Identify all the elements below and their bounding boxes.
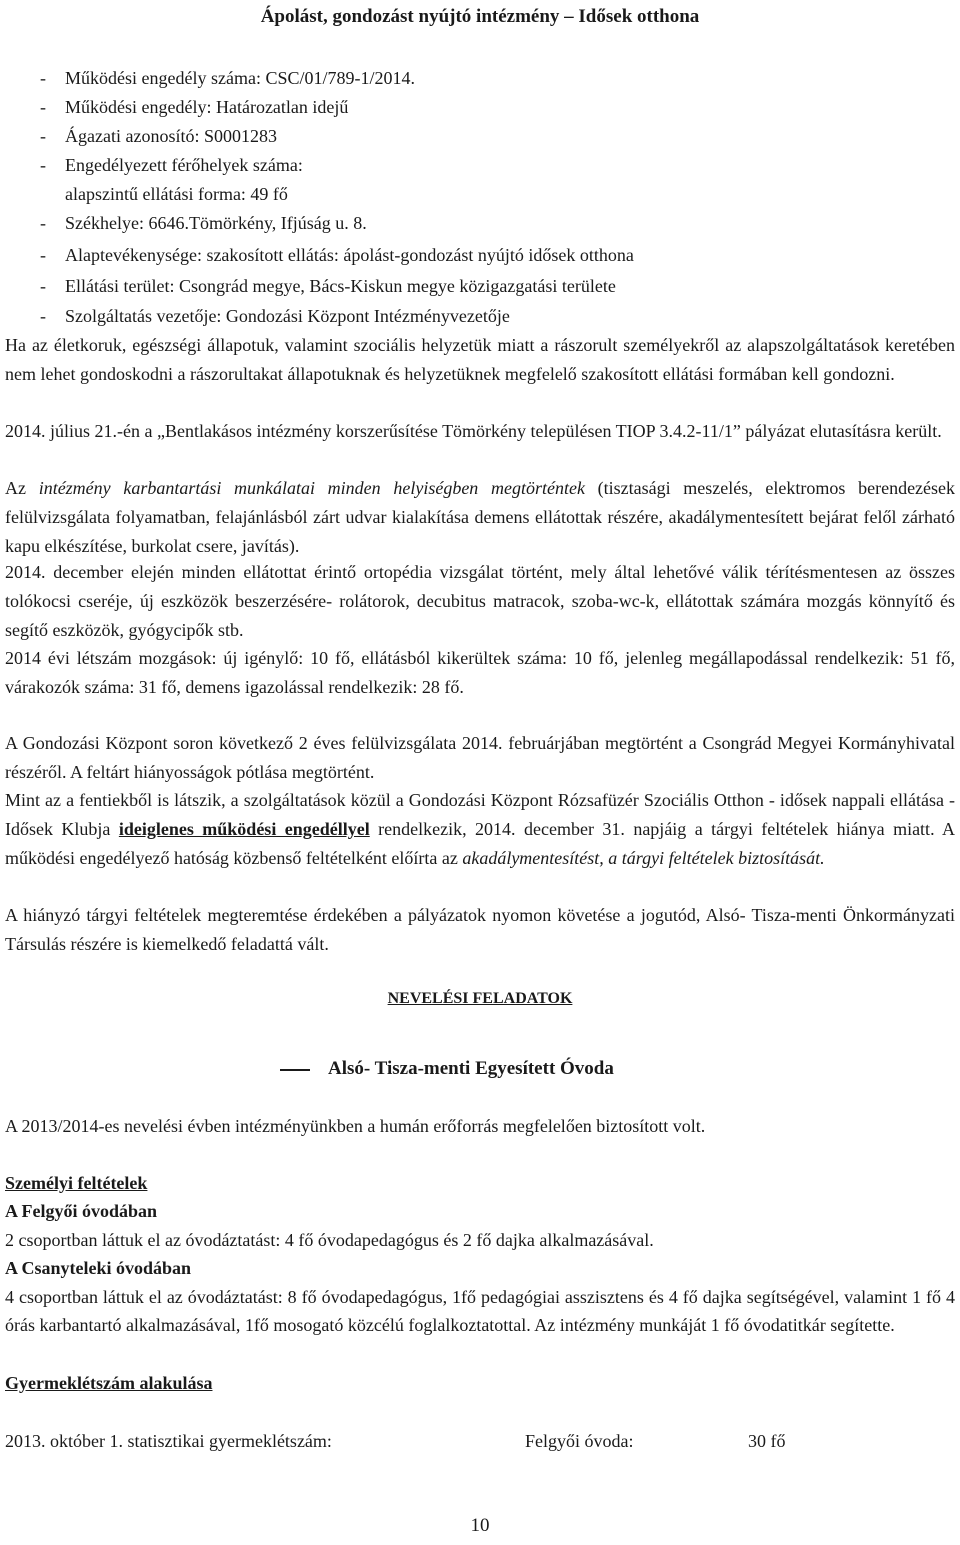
stat-count: 30 fő [748,1431,786,1451]
paragraph-karbantartas: Az intézmény karbantartási munkálatai minden helyiségben megtörténtek (tisztasági meszelés, elektromos berendezések felülvizsgálata folyamatban, felajánlásból zárt udvar kialakítása demens ellátottak részére, akadálymentesített bejárat felől zárható kapu elkészítése, burkolat csere, javítás). [5,478,956,556]
paragraph-ortopedia: 2014. december elején minden ellátottat érintő ortopédia vizsgálat történt, mely által lehetővé válik térítésmentesen az összes tolókocsi cseréje, új eszközök beszerzésére- rolátorok, decubitus matracok, szoba-wc-k, ellátottak számára mozgás könnyítő és segítő eszközök, gyógycipők stb. [5,562,955,640]
ovoda-intro: A 2013/2014-es nevelési évben intézményünkben a humán erőforrás megfelelően biztosított volt. [5,1116,706,1136]
section-title: Ápolást, gondozást nyújtó intézmény – Idősek otthona [260,6,700,27]
paragraph-hianyzo: A hiányzó tárgyi feltételek megteremtése érdekében a pályázatok nyomon követése a jogutód, Alsó- Tisza-menti Önkormányzati Társulás részére is kiemelkedő feladattá vált. [5,905,955,954]
felgyo-heading: A Felgyői óvodában [5,1201,158,1221]
dash-mark [280,1069,310,1071]
paragraph-palyazat: 2014. július 21.-én a „Bentlakásos intézmény korszerűsítése Tömörkény településen TIOP 3.4.2-11/1” pályázat elutasításra került. [5,421,942,441]
gyermeklet-heading: Gyermeklétszám alakulása [5,1373,213,1393]
paragraph-letszam: 2014 évi létszám mozgások: új igénylő: 10 fő, ellátásból kikerültek száma: 10 fő, jelenleg megállapodással rendelkezik: 51 fő, várakozók száma: 31 fő, demens igazolással rendelkezik: 28 fő. [5,648,955,697]
szemelyi-heading: Személyi feltételek [5,1173,148,1193]
felgyo-text: 2 csoportban láttuk el az óvodáztatást: 4 fő óvodapedagógus és 2 fő dajka alkalmazásával. [5,1230,654,1250]
csanytelek-heading: A Csanyteleki óvodában [5,1258,192,1278]
paragraph-felulvizsgalat: A Gondozási Központ soron következő 2 éves felülvizsgálata 2014. februárjában megtörtént a Csongrád Megyei Kormányhivatal részéről. A feltárt hiányosságok pótlása megtörtént. [5,733,955,782]
page-number: 10 [470,1515,490,1536]
nevelesi-heading: NEVELÉSI FELADATOK [387,990,573,1007]
document-page: Ápolást, gondozást nyújtó intézmény – Idősek otthona - Működési engedély száma: CSC/01/789-1/2014. - Működési engedély: Határozatlan idejű - Ágazati azonosító: S0001283 - Engedélyezett férőhelyek száma: alapszintű ellátási forma: 49 fő - Székhelye: 6646.Tömörkény, Ifjúság u. 8. - Alaptevékenysége: szakosított ellátás: ápolást-gondozást nyújtó idősek otthona - Ellátási terület: Csongrád megye, Bács-Kiskun megye közigazgatási területe - Szolgáltatás vezetője: Gondozási Központ Intézményvezetője Ha az életkoruk, egészségi állapotuk, valamint szociális helyzetük miatt a rászorult személyekről az alapszolgáltatások keretében nem lehet gondoskodni a rászorultakat állapotuknak és helyzetüknek megfelelő szakosított ellátási formában kell gondozni. 2014. július 21.-én a „Bentlakásos intézmény korszerűsítése Tömörkény településen TIOP 3.4.2-11/1” pályázat elutasításra került. Az intézmény karbantartási munkálatai minden helyiségben megtörténtek (tisztasági meszelés, elektromos berendezések felülvizsgálata folyamatban, felajánlásból zárt udvar kialakítása demens ellátottak részére, akadálymentesített bejárat felől zárható kapu elkészítése, burkolat csere, javítás). 2014. december elején minden ellátottat érintő ortopédia vizsgálat történt, mely által lehetővé válik térítésmentesen az összes tolókocsi cseréje, új eszközök beszerzésére- rolátorok, decubitus matracok, szoba-wc-k, ellátottak számára mozgás könnyítő és segítő eszközök, gyógycipők stb. 2014 évi létszám mozgások: új igénylő: 10 fő, ellátásból kikerültek száma: 10 fő, jelenleg megállapodással rendelkezik: 51 fő, várakozók száma: 31 fő, demens igazolással rendelkezik: 28 fő. A Gondozási Központ soron következő 2 éves felülvizsgálata 2014. februárjában megtörtént a Csongrád Megyei Kormányhivatal részéről. A feltárt hiányosságok pótlása megtörtént. Mint az a fentiekből is látszik, a szolgáltatások közül a Gondozási Központ Rózsafüzér Szociális Otthon - idősek nappali ellátása - Idősek Klubja ideiglenes működési engedéllyel rendelkezik, 2014. december 31. napjáig a tárgyi feltételek hiánya miatt. A működési engedélyező hatóság közbenső feltételként előírta az akadálymentesítést, a tárgyi feltételek biztosítását. A hiányzó tárgyi feltételek megteremtése érdekében a pályázatok nyomon követése a jogutód, Alsó- Tisza-menti Önkormányzati Társulás részére is kiemelkedő feladattá vált. NEVELÉSI FELADATOK Alsó- Tisza-menti Egyesített Óvoda A 2013/2014-es nevelési évben intézményünkben a humán erőforrás megfelelően biztosított volt. Személyi feltételek A Felgyői óvodában 2 csoportban láttuk el az óvodáztatást: 4 fő óvodapedagógus és 2 fő dajka alkalmazásával. A Csanyteleki óvodában 4 csoportban láttuk el az óvodáztatást: 8 fő óvodapedagógus, 1fő pedagógiai asszisztens és 4 fő dajka segítségével, valamint 1 fő 4 órás karbantartó alkalmazásával, 1fő mosogató közcélú foglalkoztatottal. Az intézmény munkáját 1 fő óvodatitkár segítette. Gyermeklétszám alakulása 2013. október 1. statisztikai gyermeklétszám: Felgyői óvoda: 30 fő 10 [0,0,960,1545]
paragraph-engedely: Mint az a fentiekből is látszik, a szolgáltatások közül a Gondozási Központ Rózsafüzér Szociális Otthon - idősek nappali ellátása - Idősek Klubja ideiglenes működési engedéllyel rendelkezik, 2014. december 31. napjáig a tárgyi feltételek hiánya miatt. A működési engedélyező hatóság közbenső feltételként előírta az akadálymentesítést, a tárgyi feltételek biztosítását. [5,790,956,868]
ovoda-heading: Alsó- Tisza-menti Egyesített Óvoda [280,1056,614,1082]
csanytelek-text: 4 csoportban láttuk el az óvodáztatást: 8 fő óvodapedagógus, 1fő pedagógiai asszisztens és 4 fő dajka segítségével, valamint 1 fő 4 órás karbantartó alkalmazásával, 1fő mosogató közcélú foglalkoztatottal. Az intézmény munkáját 1 fő óvodatitkár segítette. [5,1287,955,1335]
paragraph-ellatas: Ha az életkoruk, egészségi állapotuk, valamint szociális helyzetük miatt a rászorult személyekről az alapszolgáltatások keretében nem lehet gondoskodni a rászorultakat állapotuknak és helyzetüknek megfelelő szakosított ellátási formában kell gondozni. [5,335,955,384]
stat-place: Felgyői óvoda: [525,1431,634,1451]
stat-date-label: 2013. október 1. statisztikai gyermeklétszám: [5,1431,332,1451]
